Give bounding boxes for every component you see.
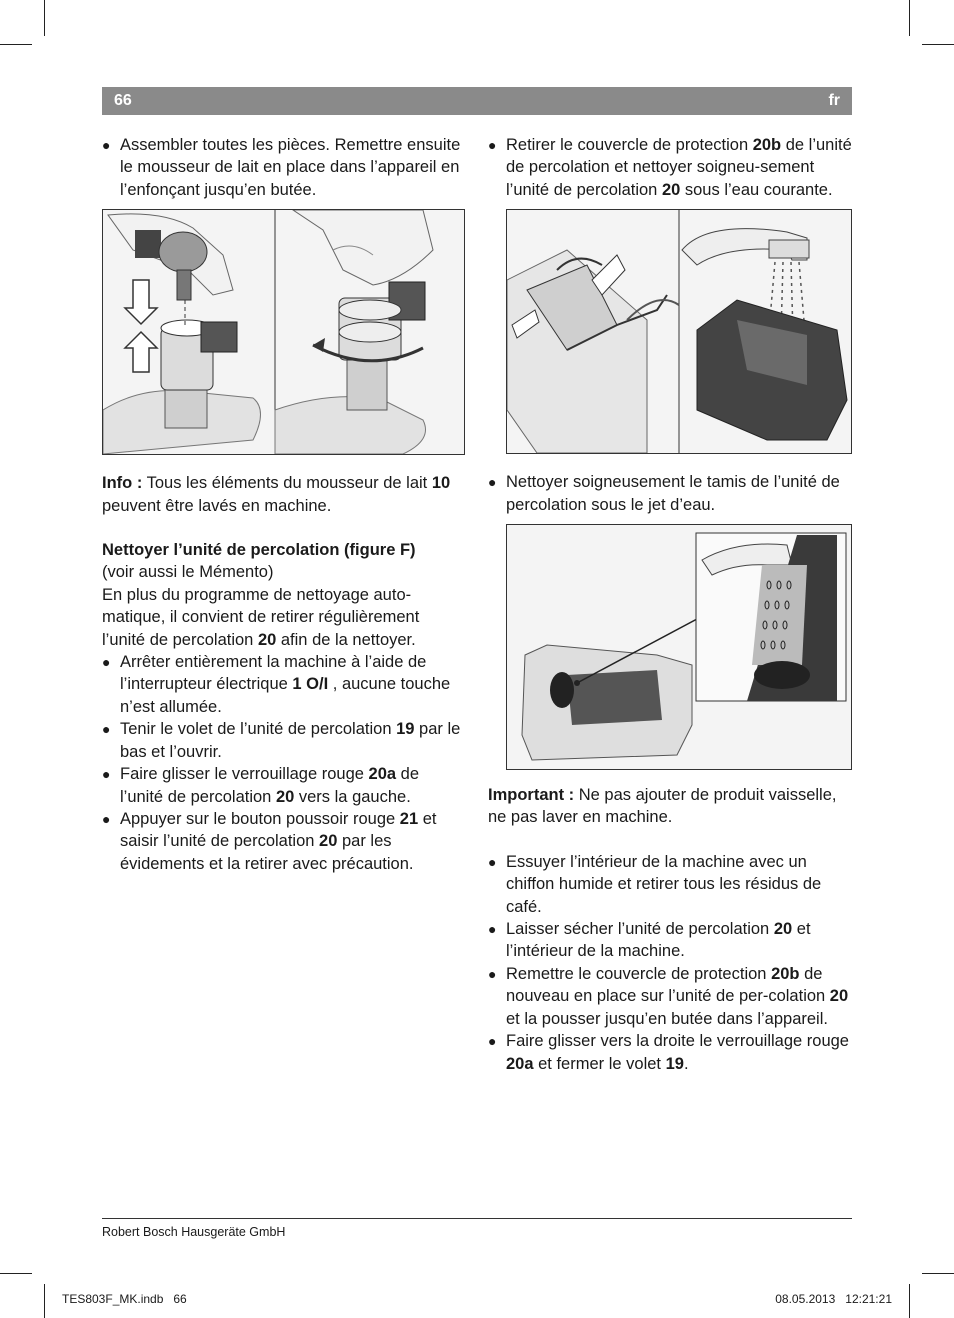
bullet-text: Retirer le couvercle de protection xyxy=(506,136,753,154)
info-note xyxy=(102,472,464,517)
bullet-ref: 19 xyxy=(665,1054,684,1073)
bullet-assemble xyxy=(102,134,464,201)
bullet-text: de nouveau en place sur l’unité de per-colation xyxy=(506,964,830,1006)
crop-mark xyxy=(0,44,32,45)
bullet-text: Essuyer l’intérieur de la machine avec un chiffon humide et retirer tous les résidus de café. xyxy=(506,852,822,916)
crop-mark xyxy=(44,1284,45,1318)
info-text-b: peuvent être lavés en machine. xyxy=(102,496,332,515)
bullet-ref: 1 O/I xyxy=(292,675,329,694)
bullet-switch-off xyxy=(102,651,464,718)
bullet-text: sous l’eau courante. xyxy=(680,180,833,199)
bullet-ref: 19 xyxy=(396,720,415,739)
section-title-text: Nettoyer l’unité de percolation (figure F) xyxy=(102,541,416,560)
figure-frother-assembly xyxy=(102,209,465,455)
brew-unit-rinse-illustration xyxy=(507,210,851,453)
crop-mark xyxy=(44,0,45,36)
print-slug-datetime: 08.05.2013 12:21:21 xyxy=(775,1292,892,1306)
bullet-text: de l’unité de percolation xyxy=(120,765,419,806)
bullet-text: de l’unité de percolation et nettoyer soigneu-sement l’unité de percolation xyxy=(506,136,852,199)
bullet-ref: 20 xyxy=(319,832,338,851)
page-header-bar xyxy=(102,87,852,115)
language-code: fr xyxy=(828,92,840,109)
info-text-a: Tous les éléments du mousseur de lait xyxy=(142,474,432,493)
bullet-wipe-interior xyxy=(488,851,852,918)
page-number: 66 xyxy=(114,92,132,109)
bullet-text: Arrêter entièrement la machine à l’aide de l’interrupteur électrique xyxy=(120,653,427,694)
bullet-let-dry xyxy=(488,918,852,963)
bullet-text: Appuyer sur le bouton poussoir rouge xyxy=(120,809,400,828)
bullet-ref: 20a xyxy=(368,765,397,784)
bullet-text: et la pousser jusqu’en butée dans l’appareil. xyxy=(506,1009,828,1028)
bullet-text: Faire glisser vers la droite le verrouillage rouge xyxy=(506,1032,849,1051)
section-paragraph xyxy=(102,584,464,651)
info-label: Info : xyxy=(102,474,143,493)
right-column xyxy=(488,134,852,1075)
section-title xyxy=(102,539,464,561)
bullet-ref: 21 xyxy=(399,809,419,828)
sieve-rinse-illustration xyxy=(507,525,851,769)
bullet-text: et fermer le volet xyxy=(533,1054,666,1073)
bullet-slide-lock xyxy=(102,763,464,808)
bullet-text: et saisir l’unité de percolation xyxy=(120,809,437,851)
bullet-text: Remettre le couvercle de protection xyxy=(506,964,772,983)
paragraph-ref: 20 xyxy=(257,630,277,649)
important-note xyxy=(488,784,852,829)
bullet-text: Nettoyer soigneusement le tamis de l’unité de percolation sous le jet d’eau. xyxy=(506,473,840,514)
figure-brew-unit-rinse xyxy=(506,209,852,454)
crop-mark xyxy=(0,1273,32,1274)
footer-company: Robert Bosch Hausgeräte GmbH xyxy=(102,1225,286,1239)
bullet-text: Faire glisser le verrouillage rouge xyxy=(120,765,369,784)
crop-mark xyxy=(909,0,910,36)
bullet-ref: 20b xyxy=(752,136,782,154)
bullet-text: . xyxy=(683,1054,689,1073)
bullet-ref: 20b xyxy=(771,964,800,983)
crop-mark xyxy=(909,1284,910,1318)
bullet-ref: 20 xyxy=(275,787,295,806)
bullet-open-door xyxy=(102,718,464,763)
bullet-text: par le bas et l’ouvrir. xyxy=(120,720,461,761)
crop-mark xyxy=(922,44,954,45)
footer-divider xyxy=(102,1218,852,1219)
left-column xyxy=(102,134,464,875)
bullet-text: Tenir le volet de l’unité de percolation xyxy=(120,720,397,739)
bullet-ref: 20 xyxy=(829,987,849,1006)
bullet-close-door xyxy=(488,1030,852,1075)
bullet-text: , aucune touche n’est allumée. xyxy=(120,675,451,716)
important-text: Ne pas ajouter de produit vaisselle, ne pas laver en machine. xyxy=(488,786,837,827)
bullet-text: vers la gauche. xyxy=(294,787,411,806)
bullet-ref: 20 xyxy=(773,920,793,939)
bullet-ref: 20 xyxy=(661,180,681,199)
bullet-remove-cover xyxy=(488,134,852,201)
info-ref: 10 xyxy=(431,474,451,493)
bullet-text: et l’intérieur de la machine. xyxy=(506,920,811,961)
bullet-clean-sieve xyxy=(488,471,852,516)
bullet-refit-cover xyxy=(488,963,852,1030)
bullet-text: Assembler toutes les pièces. Remettre ensuite le mousseur de lait en place dans l’appareil en l’enfonçant jusqu’en butée. xyxy=(120,136,461,199)
paragraph-text-b: afin de la nettoyer. xyxy=(276,630,416,649)
paragraph-text-a: En plus du programme de nettoyage auto-matique, il convient de retirer régulièrement l’unité de percolation xyxy=(102,585,420,649)
figure-sieve-rinse xyxy=(506,524,852,770)
crop-mark xyxy=(922,1273,954,1274)
bullet-text: par les évidements et la retirer avec précaution. xyxy=(120,832,414,873)
frother-assembly-illustration xyxy=(103,210,464,454)
important-label: Important : xyxy=(488,786,575,805)
bullet-text: Laisser sécher l’unité de percolation xyxy=(506,920,774,939)
section-subtitle: (voir aussi le Mémento) xyxy=(102,563,274,582)
print-slug-file: TES803F_MK.indb 66 xyxy=(62,1292,187,1306)
bullet-press-button xyxy=(102,808,464,875)
bullet-ref: 20a xyxy=(506,1054,534,1073)
